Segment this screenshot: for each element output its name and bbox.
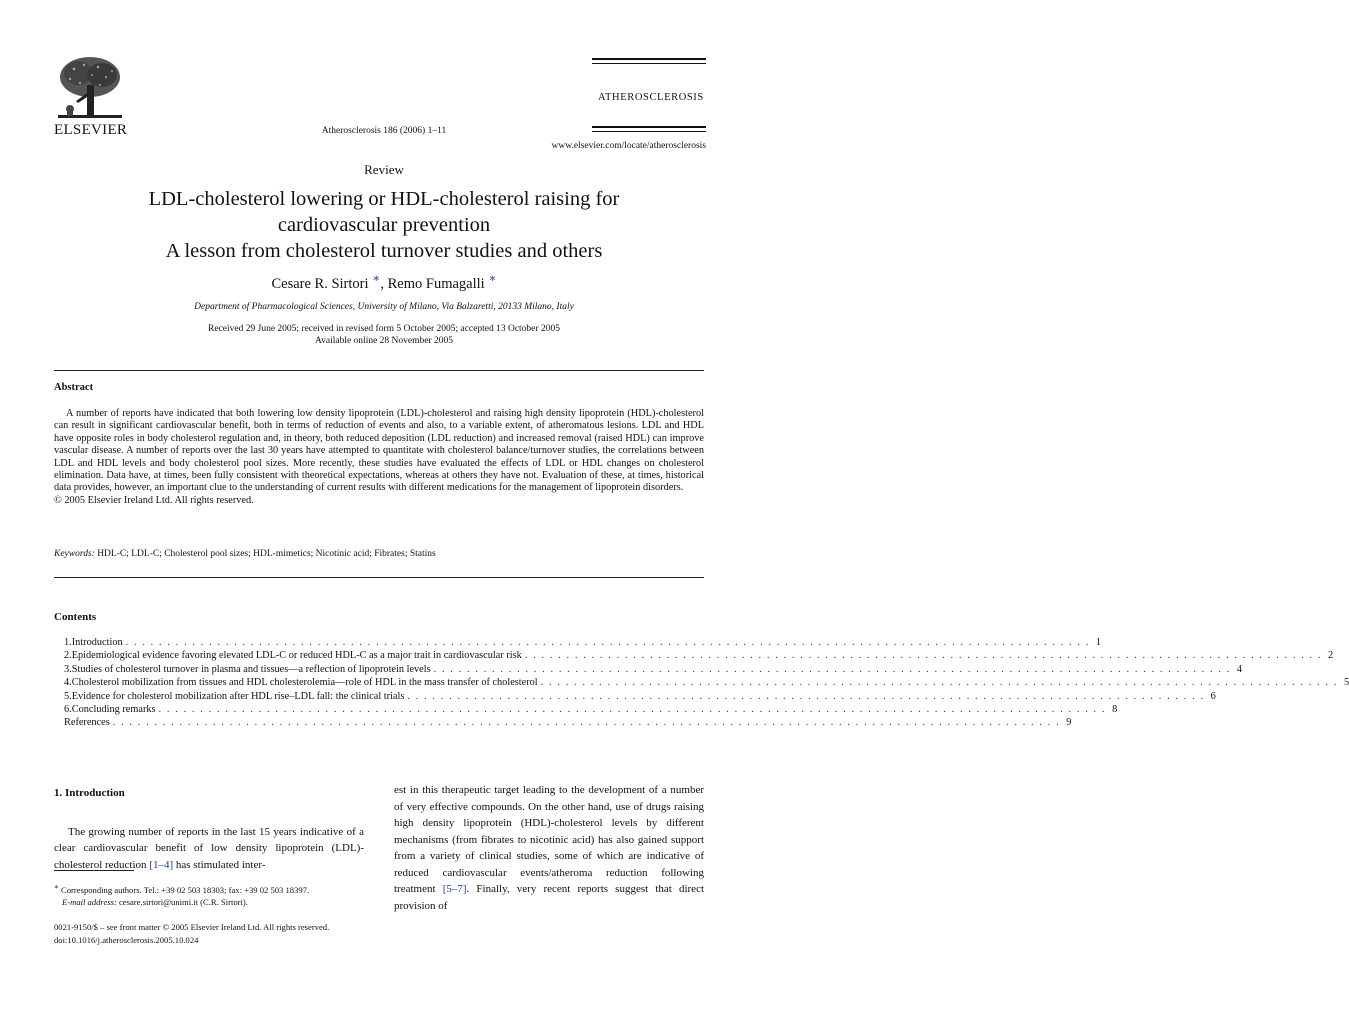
email-label: E-mail address: (62, 896, 117, 907)
paragraph-text: has stimulated inter- (175, 858, 266, 871)
citation-link[interactable]: [5–7] (442, 883, 467, 895)
toc-page: 8 (1112, 703, 1118, 715)
issn-line: 0021-9150/$ – see front matter © 2005 Elsevier Ireland Ltd. All rights reserved. (54, 922, 330, 932)
article-type: Review (364, 162, 404, 177)
journal-url-link[interactable]: www.elsevier.com/locate/atherosclerosis (551, 141, 706, 151)
footnote-line (54, 896, 374, 908)
paragraph-text: The growing number of reports in the last 15 years indicative of a clear cardiovascular benefit of low density lipoprotein (LDL)-cholesterol reduction (54, 825, 364, 871)
toc-leader: . . . . . . . . . . . . . . . . . . . . . . . . . . . . . . . . . . . . . . . . . . . . . . . . . . . . . . . . . . . . . . . . . . . . . . . . . . . . . . . . . . . . . . . . . . . . . . . . . . . . . . . . . . . . . . . . . . (158, 703, 1107, 715)
toc-title[interactable]: Introduction (71, 637, 123, 648)
toc-number: 6. (64, 703, 72, 715)
toc-title[interactable]: Evidence for cholesterol mobilization after HDL rise–LDL fall: the clinical trials (71, 690, 405, 702)
toc-entry[interactable] (54, 717, 1072, 730)
toc-page: 4 (1236, 663, 1243, 675)
footnote-rule (54, 870, 134, 871)
toc-page: 9 (1066, 717, 1072, 729)
toc-number: 5. (64, 690, 72, 702)
toc-entry[interactable] (54, 663, 1243, 677)
toc-leader: . . . . . . . . . . . . . . . . . . . . . . . . . . . . . . . . . . . . . . . . . . . . . . . . . . . . . . . . . . . . . . . . . . . . . . . . . . . . . . . . . . . . . . . . . . . . . . . . (433, 663, 1231, 675)
toc-title[interactable]: References (64, 717, 110, 729)
publisher-name: ELSEVIER (54, 122, 128, 138)
copyright-line: © 2005 Elsevier Ireland Ltd. All rights reserved. (54, 494, 254, 506)
toc-page: 2 (1328, 650, 1334, 662)
abstract-heading: Abstract (54, 382, 94, 393)
toc-leader: . . . . . . . . . . . . . . . . . . . . . . . . . . . . . . . . . . . . . . . . . . . . . . . . . . . . . . . . . . . . . . . . . . . . . . . . . . . . . . . . . . . . . . . . . . . . . . . . . . . . . . . . . . . . . . . . . . (112, 717, 1061, 729)
divider (54, 370, 704, 371)
keywords-label: Keywords: (54, 549, 95, 559)
section-heading: 1. Introduction (54, 787, 125, 799)
title-line: LDL-cholesterol lowering or HDL-cholesterol raising for (148, 188, 620, 210)
corresponding-author-mark[interactable]: ∗ (372, 271, 381, 285)
toc-leader: . . . . . . . . . . . . . . . . . . . . . . . . . . . . . . . . . . . . . . . . . . . . . . . . . . . . . . . . . . . . . . . . . . . . . . . . . . . . . . . . . . . . . . . . . . . . . . . . (524, 650, 1323, 662)
paragraph-text: est in this therapeutic target leading to the development of a number of very effective compounds. On the other hand, use of drugs raising high density lipoprotein (HDL)-cholesterol levels by different mechanisms (from fibrates to nicotinic acid) has also gained support from a variety of clinical studies, some of which are indicative of reduced cardiovascular events/atheroma reduction following treatment (394, 784, 704, 895)
email-link[interactable]: cesare.sirtori@unimi.it (C.R. Sirtori). (118, 896, 248, 907)
toc-title[interactable]: Studies of cholesterol turnover in plasma and tissues—a reflection of lipoprotein levels (71, 663, 431, 675)
online-date: Available online 28 November 2005 (314, 336, 454, 346)
toc-number: 2. (64, 650, 72, 662)
toc-entry[interactable] (54, 677, 1349, 690)
page-footer (54, 921, 329, 947)
keywords-line (54, 549, 436, 559)
title-line: cardiovascular prevention (277, 214, 491, 236)
affiliation: Department of Pharmacological Sciences, University of Milano, Via Balzaretti, 20133 Milano, Italy (194, 302, 574, 312)
toc-leader: . . . . . . . . . . . . . . . . . . . . . . . . . . . . . . . . . . . . . . . . . . . . . . . . . . . . . . . . . . . . . . . . . . . . . . . . . . . . . . . . . . . . . . . . . . . . . . . . . . . . . . . . . . . . . . . . . . . . (125, 637, 1090, 648)
article-history (0, 323, 768, 347)
masthead-rule (592, 131, 706, 132)
toc-entry[interactable] (54, 650, 1334, 663)
toc-leader: . . . . . . . . . . . . . . . . . . . . . . . . . . . . . . . . . . . . . . . . . . . . . . . . . . . . . . . . . . . . . . . . . . . . . . . . . . . . . . . . . . . . . . . . . . . . . . . . (407, 690, 1205, 702)
right-column (394, 782, 704, 914)
citation-link[interactable]: [1–4] (149, 858, 174, 871)
toc-page: 5 (1343, 677, 1349, 689)
toc-number: 4. (64, 677, 72, 689)
abstract-body (54, 408, 704, 507)
toc-title[interactable]: Epidemiological evidence favoring elevated LDL-C or reduced HDL-C as a major trait in cardiovascular risk (71, 650, 522, 662)
intro-paragraph (54, 824, 364, 874)
corresponding-author-mark[interactable]: ∗ (488, 271, 497, 285)
received-dates: Received 29 June 2005; received in revised form 5 October 2005; accepted 13 October 2005 (208, 324, 560, 334)
journal-citation: Atherosclerosis 186 (2006) 1–11 (321, 126, 447, 136)
toc-page: 6 (1210, 690, 1216, 702)
title-line: A lesson from cholesterol turnover studies and others (165, 240, 603, 262)
abstract-text: A number of reports have indicated that both lowering low density lipoprotein (LDL)-cholesterol and raising high density lipoprotein (HDL)-cholesterol can result in significant cardiovascular benefit, both in terms of reduction of events and also, to a variable extent, of atheromatous lesions. LDL and HDL have opposite roles in body cholesterol regulation and, in theory, both reduced deposition (LDL reduction) and increased removal (raised HDL) can improve vascular disease. A number of reports over the last 30 years have attempted to quantitate with cholesterol balance/turnover studies, the correlations between LDL and HDL levels and body cholesterol pool sizes. More recently, these studies have evaluated the effects of LDL or HDL changes on cholesterol elimination. Data have, at times, been fully consistent with theoretical expectations, whereas at others they have not. Evaluation of these, at times, historical data provides, however, an important clue to the understanding of current results with different medications for the management of lipoprotein disorders. (54, 408, 704, 494)
toc-entry[interactable] (54, 637, 1102, 650)
footnote-text: Corresponding authors. Tel.: +39 02 503 18303; fax: +39 02 503 18397. (61, 884, 310, 895)
doi-link[interactable]: doi:10.1016/j.atherosclerosis.2005.10.024 (54, 935, 199, 945)
contents-heading: Contents (54, 611, 97, 623)
elsevier-tree-logo (54, 55, 126, 123)
footnote (54, 881, 374, 908)
left-column (54, 785, 364, 873)
footnote-line (54, 881, 374, 896)
toc-entry[interactable] (54, 703, 1118, 717)
toc-number: 1. (64, 637, 72, 648)
divider (54, 577, 704, 578)
table-of-contents (54, 637, 1349, 731)
paragraph-text: . Finally, very recent reports suggest that direct provision of (394, 883, 705, 912)
toc-title[interactable]: Cholesterol mobilization from tissues and HDL cholesterolemia—role of HDL in the mass transfer of cholesterol (71, 677, 538, 689)
article-title (0, 186, 768, 264)
author-list: Cesare R. Sirtori ∗, Remo Fumagalli ∗ (271, 271, 497, 292)
toc-title[interactable]: Concluding remarks (71, 703, 156, 715)
journal-name: ATHEROSCLEROSIS (598, 92, 704, 103)
toc-entry[interactable] (54, 690, 1216, 704)
toc-number: 3. (64, 663, 72, 675)
footnote-mark: ∗ (54, 883, 59, 891)
keywords-list: HDL-C; LDL-C; Cholesterol pool sizes; HDL-mimetics; Nicotinic acid; Fibrates; Statins (97, 549, 436, 559)
toc-leader: . . . . . . . . . . . . . . . . . . . . . . . . . . . . . . . . . . . . . . . . . . . . . . . . . . . . . . . . . . . . . . . . . . . . . . . . . . . . . . . . . . . . . . . . . . . . . . . . (540, 677, 1338, 689)
author-name[interactable]: Remo Fumagalli (387, 275, 485, 292)
author-name[interactable]: Cesare R. Sirtori (271, 275, 369, 292)
toc-page: 1 (1095, 637, 1102, 648)
